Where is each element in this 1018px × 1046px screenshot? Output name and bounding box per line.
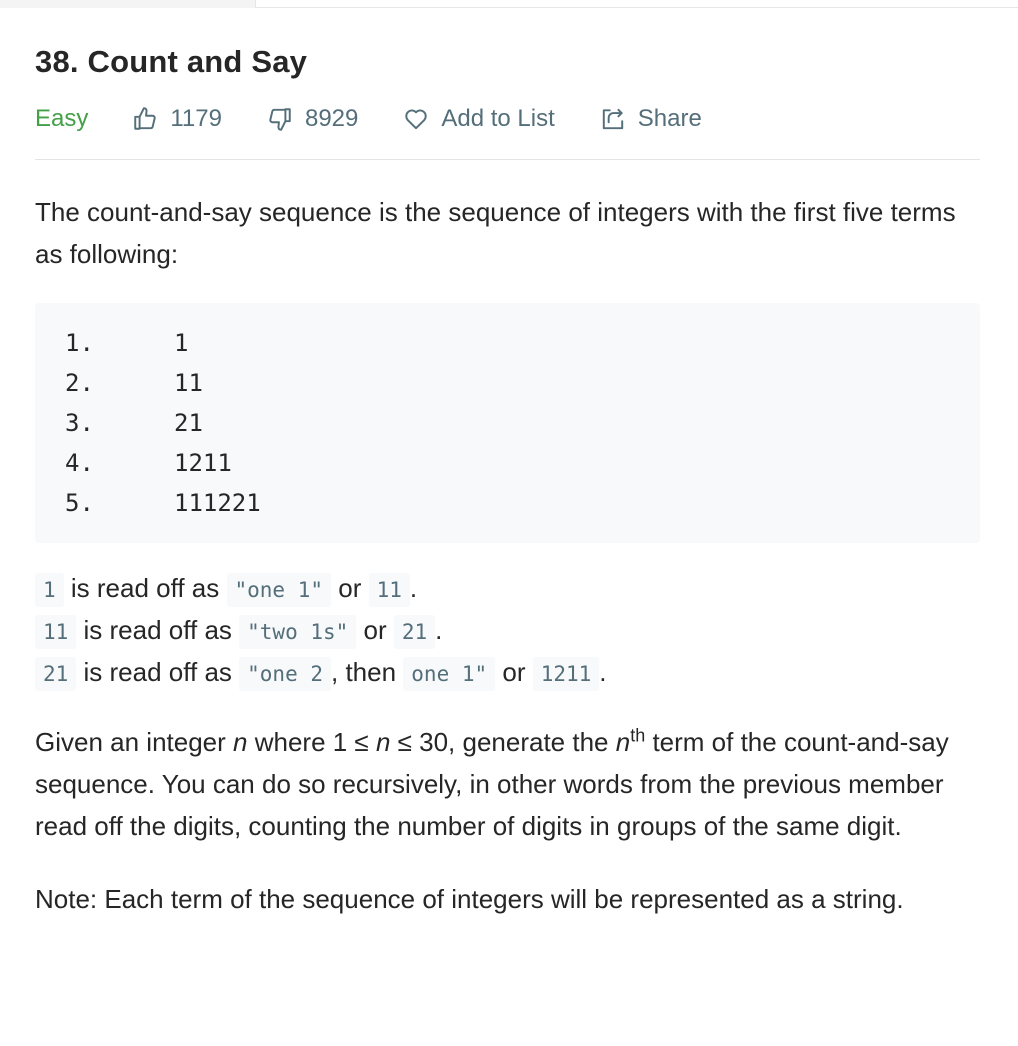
thumbs-up-icon: [132, 106, 158, 132]
add-to-list-label: Add to List: [441, 105, 555, 132]
read-text: or: [331, 573, 369, 603]
read-text: .: [599, 657, 607, 687]
share-button[interactable]: [600, 105, 702, 133]
sequence-value: 11: [174, 369, 203, 397]
add-to-list-button[interactable]: [403, 105, 554, 133]
superscript-th: th: [630, 725, 646, 746]
inline-code: "one 1": [227, 573, 332, 607]
inline-code: 11: [369, 573, 410, 607]
inline-code: one 1": [403, 657, 495, 691]
heart-icon: [403, 106, 429, 132]
inline-code: 1: [35, 573, 64, 607]
sequence-row: [65, 323, 980, 363]
given-text: ≤ 30, generate the: [390, 727, 616, 757]
difficulty-label: Easy: [35, 105, 89, 132]
sequence-row: [65, 443, 980, 483]
thumbs-down-icon: [267, 106, 293, 132]
sequence-value: 1211: [174, 449, 232, 477]
read-text: is read off as: [76, 615, 240, 645]
read-text: , then: [331, 657, 404, 687]
given-text: term of the count-and-say sequence. You can do so recursively, in other words from the previous member read off the digits, counting the number of digits in groups of the same digit.: [35, 727, 956, 841]
read-off-examples: [35, 567, 980, 693]
share-icon: [600, 106, 626, 132]
given-text: Given an integer: [35, 727, 234, 757]
read-text: is read off as: [76, 657, 240, 687]
sequence-index: 4.: [65, 449, 94, 477]
top-bar-edge: [255, 0, 1018, 8]
inline-code: "two 1s": [239, 615, 356, 649]
read-text: is read off as: [63, 573, 227, 603]
variable-n: n: [375, 727, 391, 757]
sequence-code-block: [35, 303, 980, 543]
sequence-row: [65, 483, 980, 523]
intro-paragraph: The count-and-say sequence is the sequence of integers with the first five terms as following:: [35, 197, 956, 269]
sequence-value: 111221: [174, 489, 261, 517]
sequence-index: 1.: [65, 329, 94, 357]
inline-code: 21: [35, 657, 76, 691]
variable-n: n: [233, 727, 248, 757]
given-text: where 1 ≤: [247, 727, 376, 757]
like-count: 1179: [170, 105, 222, 132]
sequence-index: 3.: [65, 409, 94, 437]
sequence-index: 5.: [65, 489, 94, 517]
share-label: Share: [637, 105, 702, 132]
problem-panel: [0, 8, 1018, 1046]
inline-code: 21: [394, 615, 435, 649]
sequence-row: [65, 363, 980, 403]
read-text: .: [435, 615, 443, 645]
inline-code: 11: [35, 615, 76, 649]
note-paragraph: Note: Each term of the sequence of integers will be represented as a string.: [35, 884, 904, 914]
sequence-row: [65, 403, 980, 443]
read-text: or: [356, 615, 394, 645]
dislike-count: 8929: [304, 105, 359, 132]
inline-code: 1211: [533, 657, 600, 691]
problem-title: 38. Count and Say: [35, 44, 308, 79]
read-off-line: [35, 567, 980, 609]
sequence-index: 2.: [65, 369, 94, 397]
given-paragraph: [35, 721, 980, 847]
inline-code: "one 2: [239, 657, 331, 691]
problem-content: [35, 8, 980, 920]
read-text: or: [495, 657, 533, 687]
problem-meta-bar: [35, 99, 980, 160]
read-off-line: [35, 609, 980, 651]
sequence-value: 21: [174, 409, 203, 437]
like-button[interactable]: [132, 105, 222, 133]
sequence-value: 1: [174, 329, 189, 357]
variable-n: n: [615, 727, 631, 757]
read-text: .: [409, 573, 418, 603]
dislike-button[interactable]: [267, 105, 358, 133]
read-off-line: [35, 651, 980, 693]
